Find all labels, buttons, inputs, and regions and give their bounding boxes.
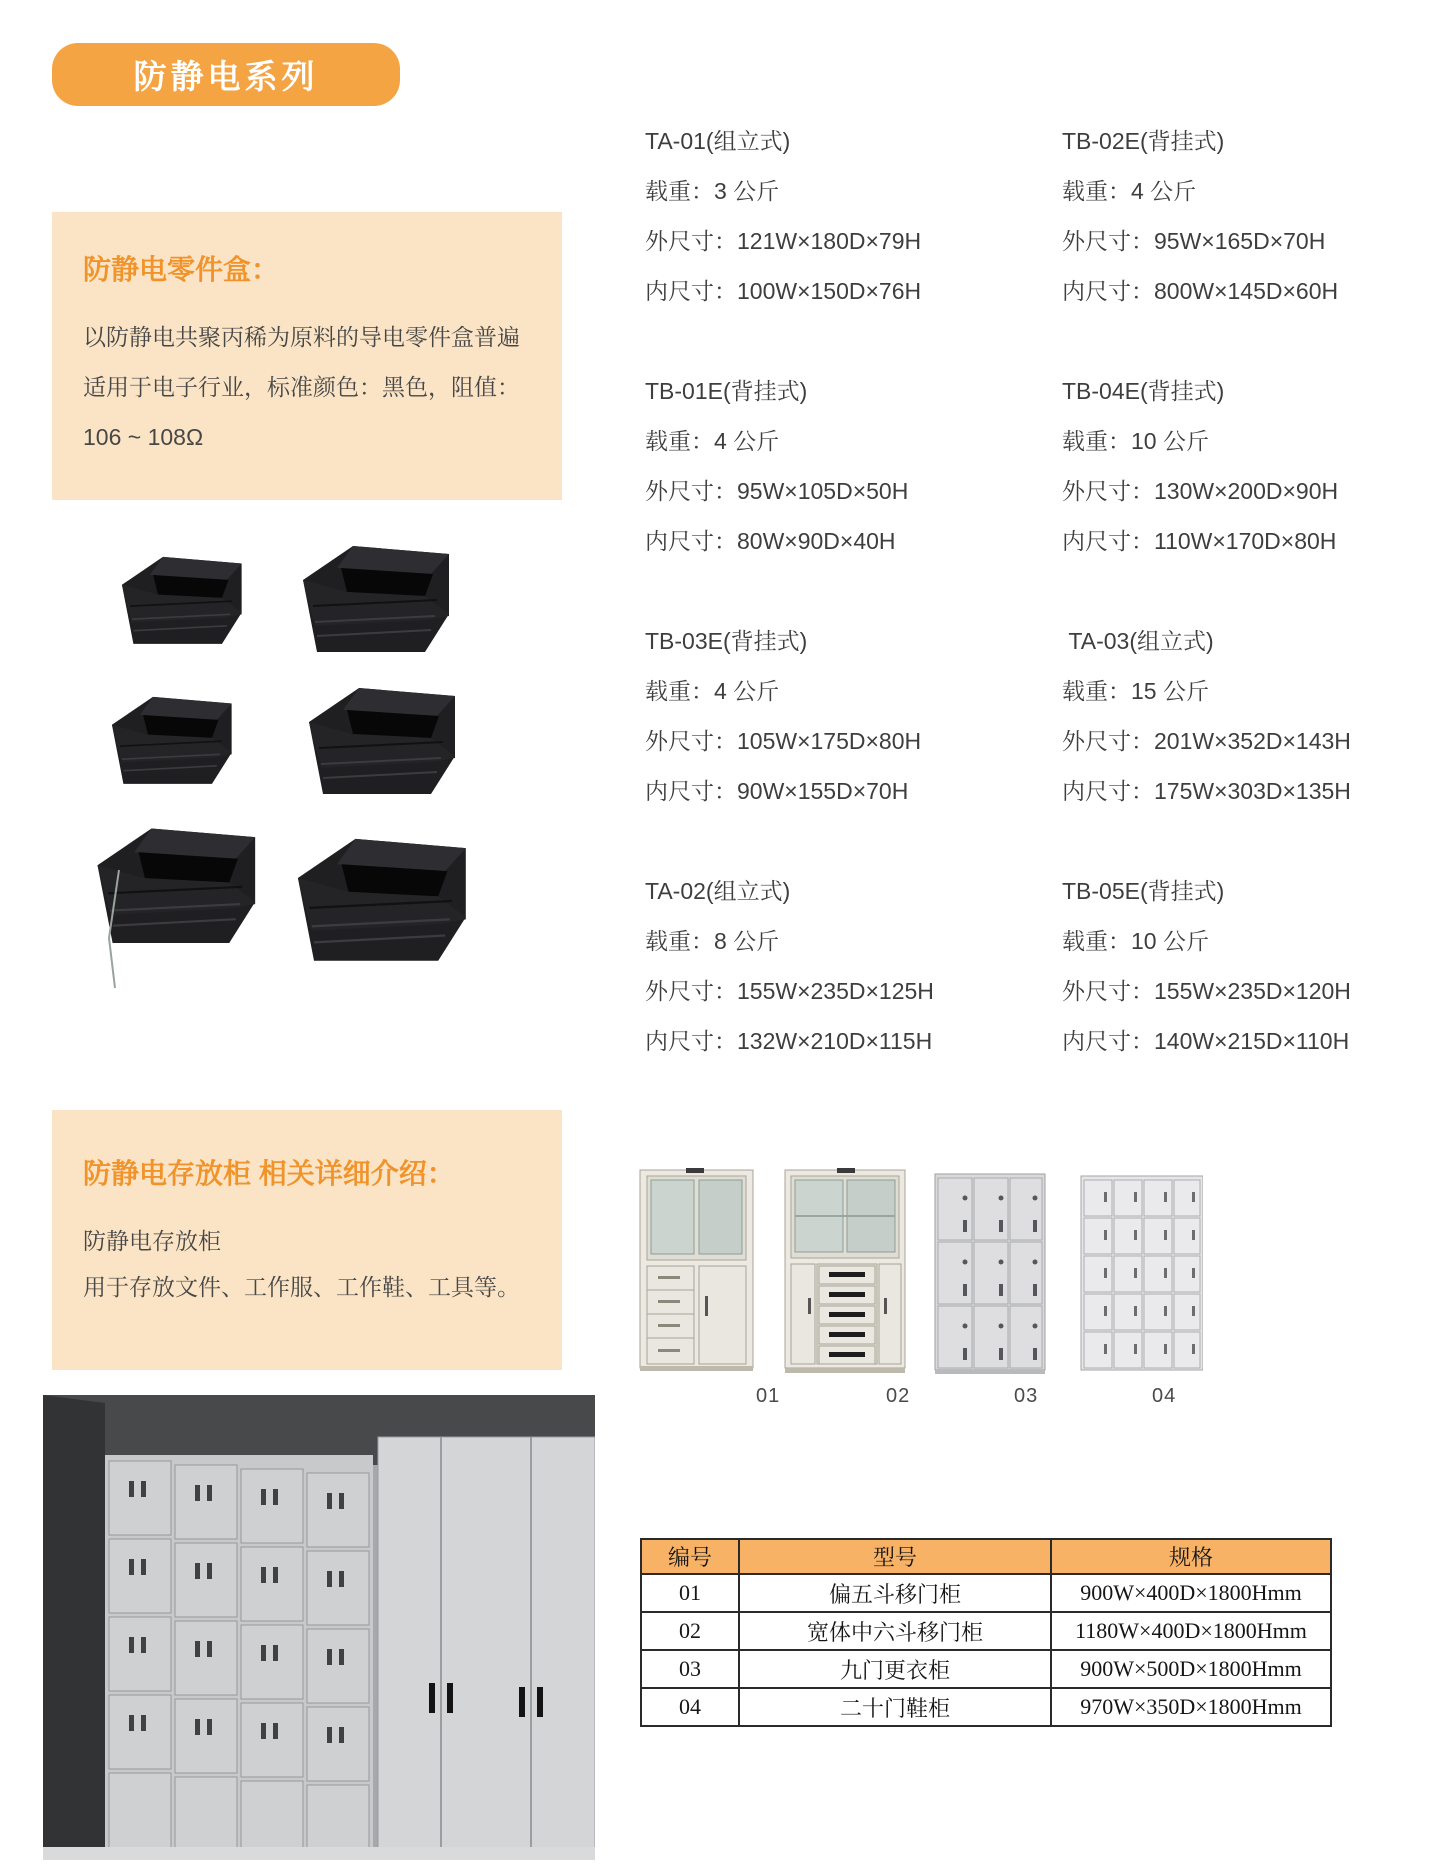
- product-inner-size: 内尺寸：140W×215D×110H: [1062, 1028, 1350, 1054]
- product-load: 载重：4 公斤: [645, 428, 780, 454]
- storage-cabinet-panel: [52, 1110, 562, 1370]
- series-badge-label: 防静电系列: [133, 58, 319, 95]
- product-inner-size: 内尺寸：800W×145D×60H: [1062, 278, 1339, 304]
- cabinet-illustrations: [638, 1168, 1203, 1383]
- parts-box-text: [83, 312, 562, 462]
- parts-bins-photo: [85, 530, 515, 1000]
- product-load: 载重：10 公斤: [1062, 928, 1209, 954]
- product-load: 载重：8 公斤: [645, 928, 780, 954]
- product-spec-block: [645, 116, 1062, 366]
- table-row: [641, 1612, 1331, 1650]
- storage-cabinet-line: 用于存放文件、工作服、工作鞋、工具等。: [83, 1274, 520, 1300]
- table-header-cell: 型号: [739, 1539, 1051, 1574]
- table-row: [641, 1688, 1331, 1726]
- product-outer-size: 外尺寸：201W×352D×143H: [1062, 728, 1351, 754]
- product-outer-size: 外尺寸：95W×165D×70H: [1062, 228, 1326, 254]
- parts-box-panel: [52, 212, 562, 500]
- cabinet-03-drawing: [935, 1174, 1045, 1374]
- product-spec-block: [1062, 116, 1365, 366]
- product-outer-size: 外尺寸：105W×175D×80H: [645, 728, 922, 754]
- table-cell: 03: [641, 1650, 739, 1688]
- table-row: [641, 1574, 1331, 1612]
- product-load: 载重：10 公斤: [1062, 428, 1209, 454]
- product-inner-size: 内尺寸：175W×303D×135H: [1062, 778, 1351, 804]
- product-spec-block: [1062, 616, 1365, 866]
- table-cell: 01: [641, 1574, 739, 1612]
- table-cell: 二十门鞋柜: [739, 1688, 1051, 1726]
- parts-box-line: 106 ~ 108Ω: [83, 424, 204, 450]
- table-row: [641, 1650, 1331, 1688]
- product-model: TA-01(组立式): [645, 128, 791, 154]
- product-load: 载重：15 公斤: [1062, 678, 1209, 704]
- product-inner-size: 内尺寸：132W×210D×115H: [645, 1028, 933, 1054]
- cabinet-label: 02: [886, 1385, 911, 1407]
- table-header-cell: 规格: [1051, 1539, 1331, 1574]
- product-load: 载重：4 公斤: [645, 678, 780, 704]
- lockers-photo: [43, 1395, 595, 1860]
- storage-cabinet-line: 防静电存放柜: [83, 1228, 221, 1254]
- table-header-cell: 编号: [641, 1539, 739, 1574]
- cabinet-label: 03: [1014, 1385, 1039, 1407]
- table-cell: 04: [641, 1688, 739, 1726]
- product-model: TA-02(组立式): [645, 878, 791, 904]
- cabinet-02-drawing: [785, 1168, 905, 1373]
- table-cell: 1180W×400D×1800Hmm: [1051, 1612, 1331, 1650]
- product-inner-size: 内尺寸：110W×170D×80H: [1062, 528, 1337, 554]
- table-cell: 900W×400D×1800Hmm: [1051, 1574, 1331, 1612]
- cabinet-spec-table: [640, 1538, 1332, 1727]
- cabinet-01-drawing: [640, 1168, 753, 1371]
- parts-box-title: 防静电零件盒：: [83, 254, 280, 285]
- parts-box-line: 以防静电共聚丙稀为原料的导电零件盒普遍: [83, 324, 520, 350]
- storage-cabinet-text: [83, 1218, 562, 1310]
- table-cell: 九门更衣柜: [739, 1650, 1051, 1688]
- product-model: TB-01E(背挂式): [645, 378, 808, 404]
- product-spec-block: [645, 366, 1062, 616]
- table-cell: 900W×500D×1800Hmm: [1051, 1650, 1331, 1688]
- product-load: 载重：4 公斤: [1062, 178, 1197, 204]
- cabinet-04-drawing: [1081, 1176, 1203, 1370]
- product-inner-size: 内尺寸：100W×150D×76H: [645, 278, 922, 304]
- series-badge: [52, 43, 400, 106]
- table-cell: 02: [641, 1612, 739, 1650]
- product-outer-size: 外尺寸：95W×105D×50H: [645, 478, 909, 504]
- table-header-row: [641, 1539, 1331, 1574]
- product-outer-size: 外尺寸：155W×235D×120H: [1062, 978, 1351, 1004]
- product-model: TB-04E(背挂式): [1062, 378, 1225, 404]
- parts-box-line: 适用于电子行业，标准颜色：黑色，阻值：: [83, 374, 520, 400]
- product-outer-size: 外尺寸：155W×235D×125H: [645, 978, 934, 1004]
- product-inner-size: 内尺寸：90W×155D×70H: [645, 778, 909, 804]
- cabinet-label: 01: [756, 1385, 781, 1407]
- product-spec-block: [1062, 866, 1365, 1116]
- table-cell: 970W×350D×1800Hmm: [1051, 1688, 1331, 1726]
- product-spec-block: [645, 866, 1062, 1116]
- table-cell: 偏五斗移门柜: [739, 1574, 1051, 1612]
- product-model: TB-05E(背挂式): [1062, 878, 1225, 904]
- product-spec-grid: [645, 116, 1365, 1116]
- product-model: TA-03(组立式): [1062, 628, 1214, 654]
- product-inner-size: 内尺寸：80W×90D×40H: [645, 528, 896, 554]
- product-outer-size: 外尺寸：121W×180D×79H: [645, 228, 922, 254]
- product-load: 载重：3 公斤: [645, 178, 780, 204]
- table-cell: 宽体中六斗移门柜: [739, 1612, 1051, 1650]
- cabinet-label: 04: [1152, 1385, 1177, 1407]
- product-spec-block: [645, 616, 1062, 866]
- product-spec-block: [1062, 366, 1365, 616]
- product-model: TB-02E(背挂式): [1062, 128, 1225, 154]
- product-model: TB-03E(背挂式): [645, 628, 808, 654]
- product-outer-size: 外尺寸：130W×200D×90H: [1062, 478, 1339, 504]
- storage-cabinet-title: 防静电存放柜 相关详细介绍：: [83, 1158, 455, 1189]
